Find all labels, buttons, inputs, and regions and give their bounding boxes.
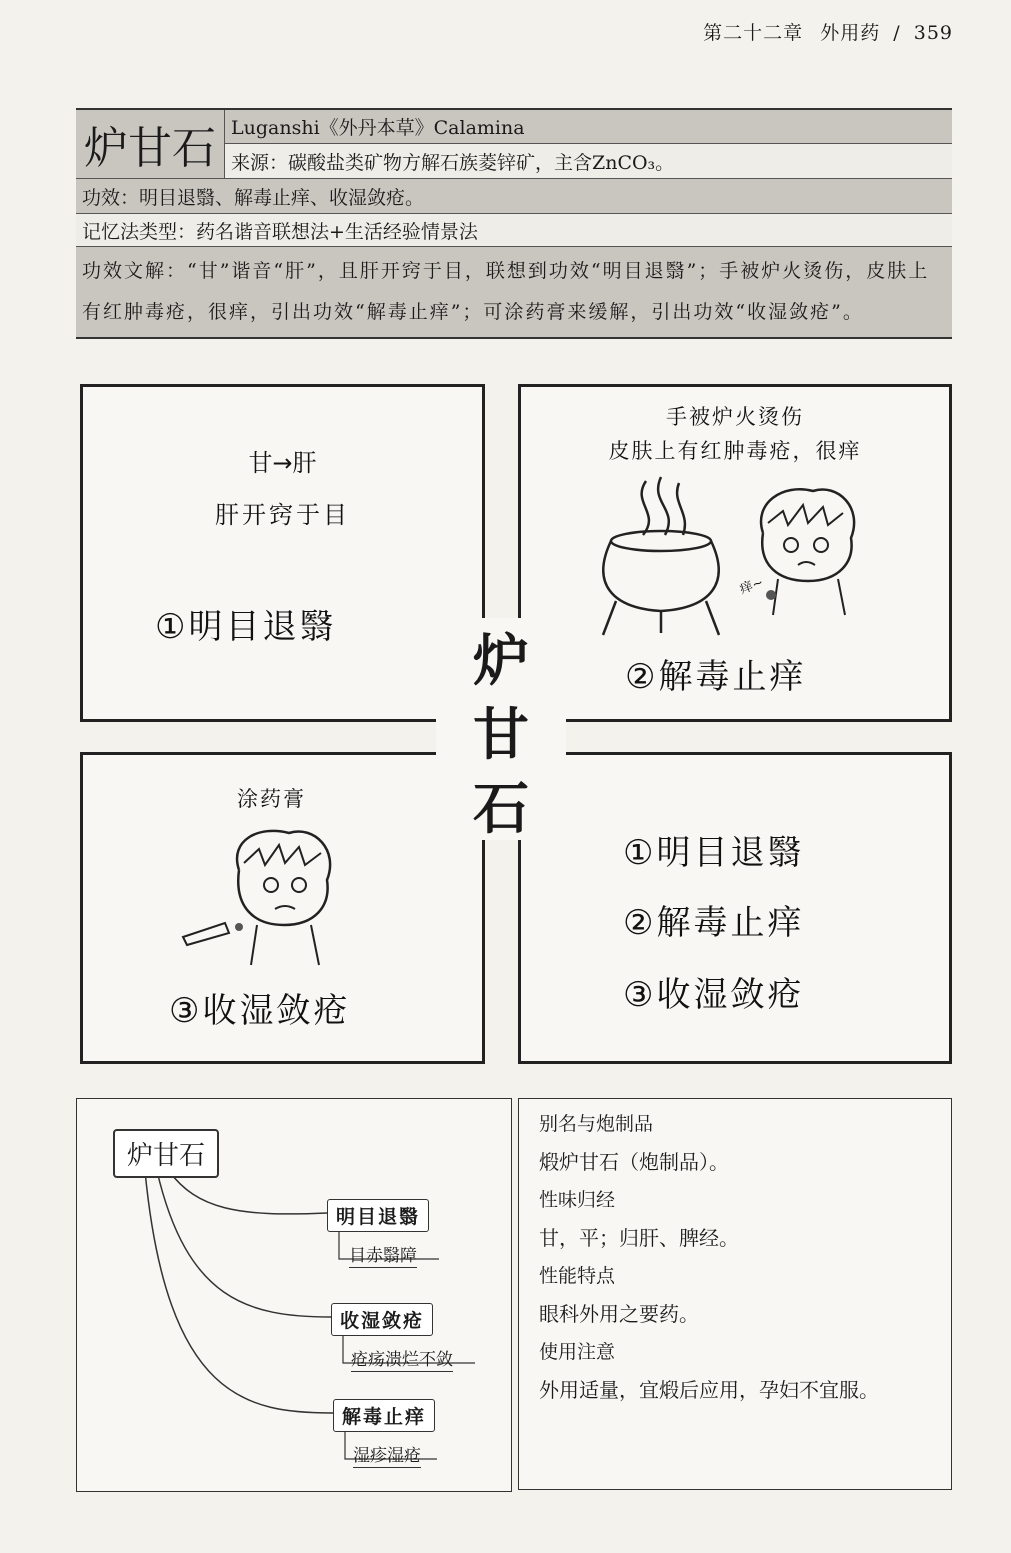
name-row xyxy=(76,110,952,179)
panel-1 xyxy=(80,384,485,722)
nature-text: 甘，平；归肝、脾经。 xyxy=(539,1226,739,1250)
page-number: 359 xyxy=(913,22,953,44)
panel-1-line1: 甘→肝 xyxy=(248,449,317,477)
ointment-boy-illustration xyxy=(179,825,359,975)
panel-2-line2: 皮肤上有红肿毒疮，很痒 xyxy=(608,439,862,463)
latin-name-line: Luganshi《外丹本草》Calamina xyxy=(225,110,952,144)
center-char-2: 甘 xyxy=(473,702,529,768)
caution-text: 外用适量，宜煅后应用，孕妇不宜服。 xyxy=(539,1378,879,1402)
alias-text: 煅炉甘石（炮制品）。 xyxy=(539,1150,729,1174)
caution-heading: 使用注意 xyxy=(539,1341,616,1363)
panel-2 xyxy=(518,384,952,722)
mindmap-node-3: 解毒止痒 xyxy=(333,1399,435,1432)
running-header xyxy=(703,18,953,45)
panel-4-item3: ③收湿敛疮 xyxy=(623,975,805,1015)
panel-1-caption: ①明目退翳 xyxy=(155,607,337,647)
panel-4 xyxy=(518,752,952,1064)
features-text: 眼科外用之要药。 xyxy=(539,1302,699,1326)
name-details xyxy=(225,110,952,178)
mindmap-node-1: 明目退翳 xyxy=(327,1199,429,1232)
panel-2-line1: 手被炉火烫伤 xyxy=(666,405,804,429)
mindmap-sub-2: 疮疡溃烂不敛 xyxy=(351,1345,453,1372)
mindmap-node-2: 收湿敛疮 xyxy=(331,1303,433,1336)
mindmap-root: 炉甘石 xyxy=(113,1129,219,1178)
drug-info-block xyxy=(76,108,952,339)
chapter-label: 第二十二章 xyxy=(703,22,804,44)
properties-box xyxy=(518,1098,952,1490)
center-char-1: 炉 xyxy=(473,628,529,694)
panel-1-line2: 肝开窍于目 xyxy=(215,501,350,529)
mindmap-box xyxy=(76,1098,512,1492)
section-label: 外用药 xyxy=(820,22,881,44)
panel-3-line1: 涂药膏 xyxy=(237,787,306,811)
mindmap-sub-3: 湿疹湿疮 xyxy=(353,1441,421,1468)
nature-heading: 性味归经 xyxy=(539,1189,616,1211)
itchy-boy-illustration xyxy=(743,483,873,623)
center-title xyxy=(466,624,536,846)
stove-illustration xyxy=(591,473,731,643)
center-char-3: 石 xyxy=(473,776,529,842)
source-line: 来源：碳酸盐类矿物方解石族菱锌矿，主含ZnCO₃。 xyxy=(225,144,952,178)
alias-heading: 别名与炮制品 xyxy=(539,1113,654,1135)
features-heading: 性能特点 xyxy=(539,1265,616,1287)
drug-name: 炉甘石 xyxy=(76,110,225,178)
explanation-paragraph: 功效文解：“甘”谐音“肝”，且肝开窍于目，联想到功效“明目退翳”；手被炉火烫伤，皮肤上有红肿毒疮，很痒，引出功效“解毒止痒”；可涂药膏来缓解，引出功效“收湿敛疮”。 xyxy=(76,247,952,337)
panel-2-caption: ②解毒止痒 xyxy=(625,657,807,697)
header-separator: / xyxy=(893,22,901,44)
itch-sfx: 痒~ xyxy=(737,575,766,598)
panel-3-caption: ③收湿敛疮 xyxy=(169,991,351,1031)
efficacy-line: 功效：明目退翳、解毒止痒、收湿敛疮。 xyxy=(76,179,952,214)
panel-4-item2: ②解毒止痒 xyxy=(623,903,805,943)
panel-4-item1: ①明目退翳 xyxy=(623,833,805,873)
mindmap-sub-1: 目赤翳障 xyxy=(349,1241,417,1268)
panel-3 xyxy=(80,752,485,1064)
memory-type-line: 记忆法类型：药名谐音联想法+生活经验情景法 xyxy=(76,214,952,247)
